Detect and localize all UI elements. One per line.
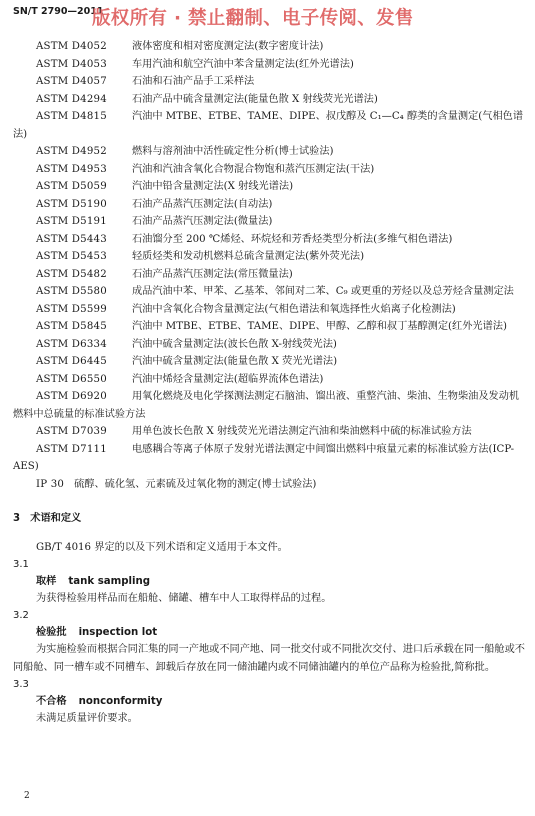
- term-definition: 为实施检验而根据合同汇集的同一产地或不同产地、同一批交付或不同批次交付、进口后承载在同一船舱或不同船舱、同一槽车或不同槽车、卸载后存放在同一储油罐内或不同储油罐内的单位产品称为检验批,简称批。: [13, 644, 525, 673]
- reference-title: 轻质烃类和发动机燃料总硫含量测定法(紫外荧光法): [132, 251, 365, 262]
- reference-item: [13, 196, 525, 214]
- reference-item: [13, 108, 525, 143]
- term-entry: [13, 608, 525, 677]
- term-english: inspection lot: [78, 627, 158, 638]
- reference-code: ASTM D6445: [36, 356, 107, 367]
- term-english: tank sampling: [68, 576, 151, 587]
- reference-code: ASTM D6334: [36, 338, 107, 350]
- term-chinese: 不合格: [36, 696, 67, 707]
- reference-code: ASTM D6550: [36, 373, 107, 385]
- standard-code: SN/T 2790—2011: [13, 6, 104, 17]
- reference-title: 汽油和汽油含氧化合物混合物饱和蒸汽压测定法(干法): [132, 163, 375, 175]
- reference-item: [13, 56, 525, 74]
- term-entry: [13, 557, 525, 608]
- reference-code: ASTM D5482: [36, 268, 107, 280]
- reference-title: 石油产品蒸汽压测定法(自动法): [132, 198, 273, 210]
- term-heading: [13, 573, 525, 590]
- reference-item: [13, 283, 525, 301]
- reference-title: 硫醇、硫化氢、元素硫及过氧化物的测定(博士试验法): [74, 478, 317, 490]
- reference-code: ASTM D4815: [36, 111, 107, 122]
- reference-code: ASTM D4057: [36, 76, 107, 87]
- reference-item: [13, 266, 525, 284]
- term-definition: 未满足质量评价要求。: [36, 713, 138, 724]
- term-entry: [13, 677, 525, 728]
- reference-item: [13, 423, 525, 441]
- term-definition: 为获得检验用样品而在船舱、储罐、槽车中人工取得样品的过程。: [36, 593, 332, 604]
- term-chinese: 取样: [36, 576, 57, 587]
- reference-title: 用单色波长色散 X 射线荧光光谱法测定汽油和柴油燃料中硫的标准试验方法: [132, 426, 472, 437]
- reference-item: [13, 91, 525, 109]
- reference-title: 燃料与溶剂油中活性硫定性分析(博士试验法): [132, 146, 334, 157]
- reference-title: 电感耦合等离子体原子发射光谱法测定中间馏出燃料中痕量元素的标准试验方法(ICP-AES): [13, 443, 515, 472]
- reference-code: ASTM D7039: [36, 426, 107, 437]
- term-number: 3.2: [13, 610, 29, 621]
- reference-code: ASTM D5453: [36, 251, 107, 262]
- reference-title: 石油产品蒸汽压测定法(常压微量法): [132, 268, 293, 280]
- reference-code: IP 30: [36, 478, 65, 490]
- reference-title: 汽油中含氧化合物含量测定法(气相色谱法和氧选择性火焰离子化检测法): [132, 303, 456, 315]
- term-heading: [13, 693, 525, 710]
- reference-title: 石油产品蒸汽压测定法(微量法): [132, 216, 273, 227]
- reference-item: [13, 336, 525, 354]
- term-number: 3.3: [13, 679, 29, 690]
- reference-code: ASTM D4953: [36, 163, 107, 175]
- document-body: [13, 38, 525, 728]
- reference-title: 汽油中烯烃含量测定法(超临界流体色谱法): [132, 373, 324, 385]
- reference-code: ASTM D5599: [36, 303, 107, 315]
- reference-code: ASTM D5190: [36, 198, 107, 210]
- reference-code: ASTM D6920: [36, 391, 107, 402]
- reference-code: ASTM D4053: [36, 58, 107, 70]
- reference-code: ASTM D4294: [36, 93, 107, 105]
- reference-code: ASTM D4952: [36, 146, 107, 157]
- reference-item: [13, 371, 525, 389]
- term-english: nonconformity: [78, 696, 163, 707]
- reference-code: ASTM D7111: [36, 443, 107, 455]
- reference-title: 液体密度和相对密度测定法(数字密度计法): [132, 41, 324, 52]
- reference-title: 汽油中 MTBE、ETBE、TAME、DIPE、甲醇、乙醇和叔丁基醇测定(红外光谱法): [132, 321, 507, 332]
- reference-code: ASTM D5443: [36, 233, 107, 245]
- reference-code: ASTM D5191: [36, 216, 107, 227]
- reference-item: [13, 213, 525, 231]
- section-heading: 3 术语和定义: [13, 513, 82, 524]
- reference-item: [13, 248, 525, 266]
- reference-item: [13, 38, 525, 56]
- reference-title: 石油和石油产品手工采样法: [132, 76, 255, 87]
- reference-title: 汽油中铅含量测定法(X 射线光谱法): [132, 181, 294, 192]
- reference-title: 车用汽油和航空汽油中苯含量测定法(红外光谱法): [132, 58, 354, 70]
- reference-item: [13, 231, 525, 249]
- reference-item: [13, 178, 525, 196]
- term-heading: [13, 624, 525, 641]
- reference-item: [13, 73, 525, 91]
- reference-item: [13, 388, 525, 423]
- reference-item: [13, 301, 525, 319]
- reference-title: 用氧化燃烧及电化学探测法测定石脑油、馏出液、重整汽油、柴油、生物柴油及发动机燃料中总硫量的标准试验方法: [13, 391, 520, 420]
- reference-title: 汽油中 MTBE、ETBE、TAME、DIPE、叔戊醇及 C₁—C₄ 醇类的含量测定(气相色谱法): [13, 111, 524, 140]
- reference-title: 汽油中硫含量测定法(波长色散 X-射线荧光法): [132, 338, 337, 350]
- term-number: 3.1: [13, 559, 29, 570]
- reference-item: [13, 161, 525, 179]
- reference-title: 石油馏分至 200 ℃烯烃、环烷烃和芳香烃类型分析法(多维气相色谱法): [132, 233, 453, 245]
- page-number: 2: [24, 791, 30, 801]
- section-intro: GB/T 4016 界定的以及下列术语和定义适用于本文件。: [36, 542, 288, 553]
- reference-item: [13, 353, 525, 371]
- reference-code: ASTM D5580: [36, 286, 107, 297]
- normative-references-list: [13, 38, 525, 493]
- reference-title: 石油产品中硫含量测定法(能量色散 X 射线荧光光谱法): [132, 93, 378, 105]
- term-chinese: 检验批: [36, 627, 67, 638]
- reference-item: [13, 318, 525, 336]
- copyright-watermark: 版权所有 · 禁止翻制、电子传阅、发售: [92, 8, 414, 29]
- reference-code: ASTM D5845: [36, 321, 107, 332]
- reference-item: [13, 441, 525, 476]
- reference-title: 成品汽油中苯、甲苯、乙基苯、邻间对二苯、C₉ 或更重的芳烃以及总芳烃含量测定法: [132, 286, 514, 297]
- reference-code: ASTM D4052: [36, 41, 107, 52]
- reference-title: 汽油中硫含量测定法(能量色散 X 荧光光谱法): [132, 356, 338, 367]
- reference-code: ASTM D5059: [36, 181, 107, 192]
- reference-item: [13, 476, 525, 494]
- reference-item: [13, 143, 525, 161]
